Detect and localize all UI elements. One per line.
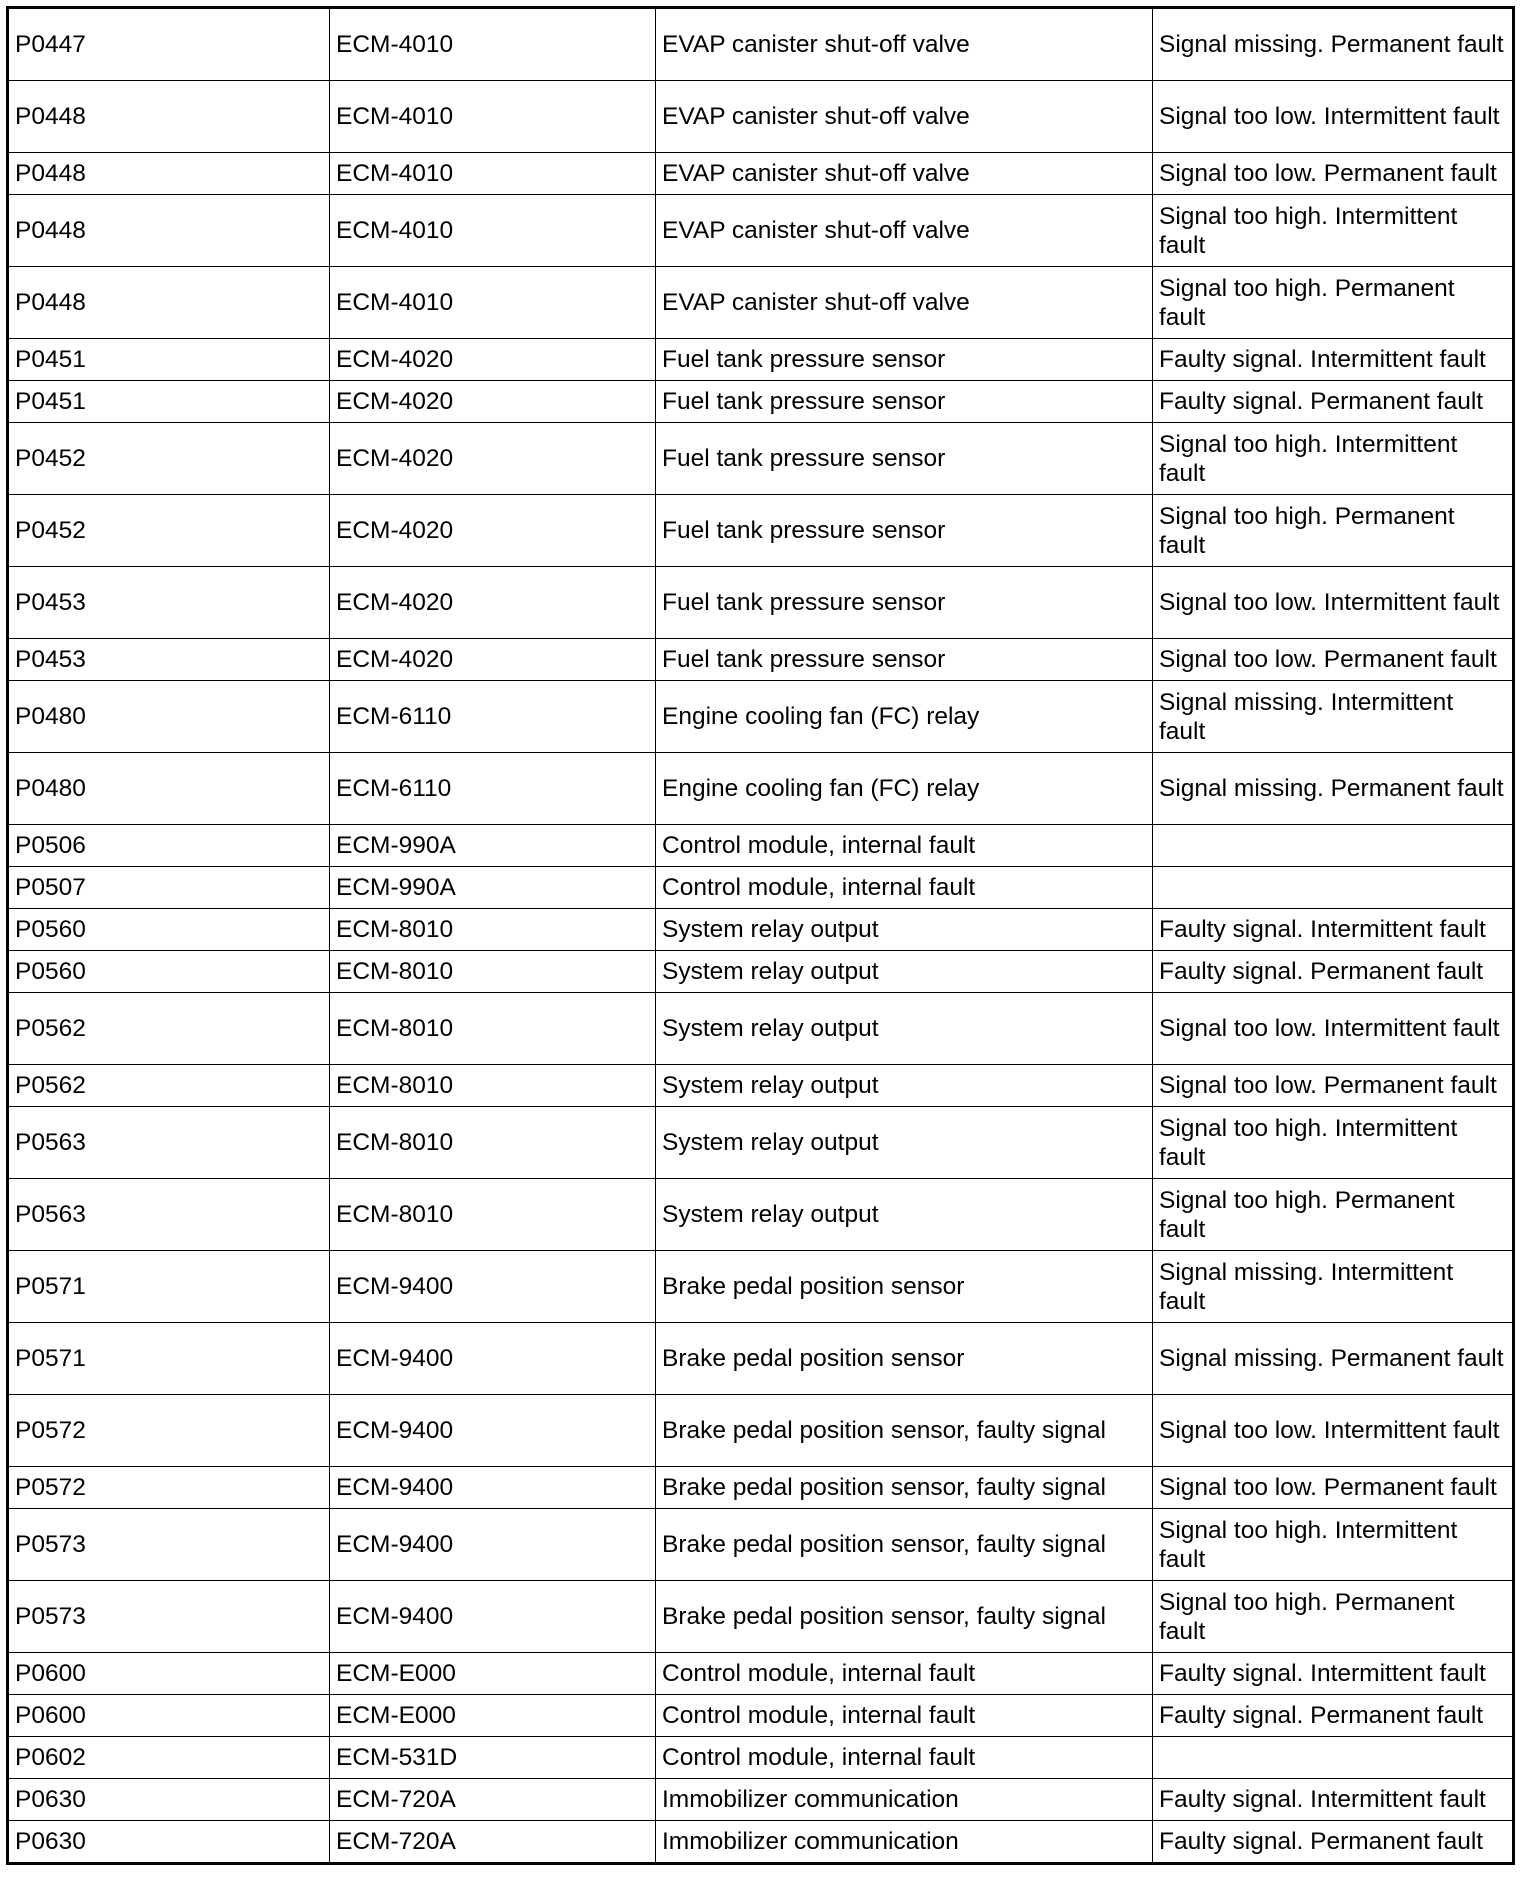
table-row xyxy=(8,1107,1514,1179)
module-id-cell: ECM-8010 xyxy=(330,1179,656,1251)
fault-description-cell: Signal too low. Permanent fault xyxy=(1153,1467,1514,1509)
table-row xyxy=(8,339,1514,381)
dtc-code-cell: P0600 xyxy=(8,1695,330,1737)
fault-description-cell: Signal too low. Intermittent fault xyxy=(1153,1395,1514,1467)
fault-description-cell: Signal too low. Permanent fault xyxy=(1153,1065,1514,1107)
fault-description-cell: Signal too low. Intermittent fault xyxy=(1153,993,1514,1065)
module-id-cell: ECM-4020 xyxy=(330,381,656,423)
module-id-cell: ECM-4010 xyxy=(330,153,656,195)
fault-description-cell xyxy=(1153,1737,1514,1779)
component-cell: System relay output xyxy=(656,909,1153,951)
table-row xyxy=(8,1179,1514,1251)
table-row xyxy=(8,1251,1514,1323)
table-row xyxy=(8,753,1514,825)
fault-description-cell xyxy=(1153,867,1514,909)
component-cell: EVAP canister shut-off valve xyxy=(656,81,1153,153)
component-cell: System relay output xyxy=(656,1107,1153,1179)
fault-description-cell: Faulty signal. Intermittent fault xyxy=(1153,1653,1514,1695)
dtc-code-cell: P0448 xyxy=(8,267,330,339)
module-id-cell: ECM-720A xyxy=(330,1821,656,1864)
component-cell: Control module, internal fault xyxy=(656,1653,1153,1695)
module-id-cell: ECM-6110 xyxy=(330,753,656,825)
table-row xyxy=(8,1695,1514,1737)
table-row xyxy=(8,153,1514,195)
fault-description-cell: Signal too low. Permanent fault xyxy=(1153,639,1514,681)
fault-description-cell: Signal too high. Permanent fault xyxy=(1153,495,1514,567)
component-cell: Control module, internal fault xyxy=(656,825,1153,867)
table-row xyxy=(8,681,1514,753)
fault-description-cell: Signal too low. Permanent fault xyxy=(1153,153,1514,195)
component-cell: Brake pedal position sensor, faulty signal xyxy=(656,1467,1153,1509)
module-id-cell: ECM-4010 xyxy=(330,267,656,339)
table-row xyxy=(8,495,1514,567)
dtc-code-cell: P0453 xyxy=(8,567,330,639)
fault-description-cell: Faulty signal. Intermittent fault xyxy=(1153,1779,1514,1821)
component-cell: System relay output xyxy=(656,1065,1153,1107)
dtc-code-cell: P0563 xyxy=(8,1179,330,1251)
component-cell: Control module, internal fault xyxy=(656,1695,1153,1737)
dtc-table xyxy=(6,6,1515,1865)
fault-description-cell: Signal too high. Permanent fault xyxy=(1153,1581,1514,1653)
component-cell: System relay output xyxy=(656,1179,1153,1251)
module-id-cell: ECM-8010 xyxy=(330,951,656,993)
module-id-cell: ECM-4020 xyxy=(330,495,656,567)
dtc-code-cell: P0573 xyxy=(8,1509,330,1581)
component-cell: Control module, internal fault xyxy=(656,1737,1153,1779)
component-cell: Immobilizer communication xyxy=(656,1821,1153,1864)
module-id-cell: ECM-4010 xyxy=(330,8,656,81)
module-id-cell: ECM-720A xyxy=(330,1779,656,1821)
dtc-code-cell: P0448 xyxy=(8,195,330,267)
table-row xyxy=(8,8,1514,81)
dtc-code-cell: P0571 xyxy=(8,1251,330,1323)
module-id-cell: ECM-8010 xyxy=(330,1065,656,1107)
module-id-cell: ECM-8010 xyxy=(330,1107,656,1179)
dtc-code-cell: P0448 xyxy=(8,81,330,153)
component-cell: Fuel tank pressure sensor xyxy=(656,381,1153,423)
table-row xyxy=(8,951,1514,993)
fault-description-cell: Signal missing. Permanent fault xyxy=(1153,8,1514,81)
module-id-cell: ECM-990A xyxy=(330,825,656,867)
dtc-code-cell: P0573 xyxy=(8,1581,330,1653)
module-id-cell: ECM-9400 xyxy=(330,1251,656,1323)
module-id-cell: ECM-9400 xyxy=(330,1395,656,1467)
table-row xyxy=(8,909,1514,951)
dtc-code-cell: P0560 xyxy=(8,909,330,951)
fault-description-cell: Signal missing. Intermittent fault xyxy=(1153,1251,1514,1323)
fault-description-cell: Signal too low. Intermittent fault xyxy=(1153,81,1514,153)
table-row xyxy=(8,1779,1514,1821)
module-id-cell: ECM-990A xyxy=(330,867,656,909)
module-id-cell: ECM-4020 xyxy=(330,423,656,495)
table-row xyxy=(8,1065,1514,1107)
table-row xyxy=(8,1821,1514,1864)
dtc-code-cell: P0447 xyxy=(8,8,330,81)
component-cell: Engine cooling fan (FC) relay xyxy=(656,753,1153,825)
fault-description-cell: Signal missing. Permanent fault xyxy=(1153,1323,1514,1395)
table-row xyxy=(8,267,1514,339)
dtc-code-cell: P0507 xyxy=(8,867,330,909)
module-id-cell: ECM-4010 xyxy=(330,81,656,153)
table-row xyxy=(8,1581,1514,1653)
dtc-code-cell: P0572 xyxy=(8,1395,330,1467)
component-cell: EVAP canister shut-off valve xyxy=(656,195,1153,267)
table-row xyxy=(8,1395,1514,1467)
module-id-cell: ECM-4020 xyxy=(330,339,656,381)
module-id-cell: ECM-E000 xyxy=(330,1695,656,1737)
table-row xyxy=(8,567,1514,639)
fault-description-cell: Faulty signal. Intermittent fault xyxy=(1153,339,1514,381)
fault-description-cell: Faulty signal. Permanent fault xyxy=(1153,381,1514,423)
module-id-cell: ECM-E000 xyxy=(330,1653,656,1695)
fault-description-cell: Signal too high. Intermittent fault xyxy=(1153,423,1514,495)
dtc-code-cell: P0480 xyxy=(8,753,330,825)
table-row xyxy=(8,1467,1514,1509)
table-row xyxy=(8,993,1514,1065)
table-row xyxy=(8,423,1514,495)
component-cell: System relay output xyxy=(656,993,1153,1065)
fault-description-cell: Signal too high. Intermittent fault xyxy=(1153,195,1514,267)
dtc-code-cell: P0506 xyxy=(8,825,330,867)
table-row xyxy=(8,1323,1514,1395)
dtc-code-cell: P0453 xyxy=(8,639,330,681)
dtc-code-cell: P0563 xyxy=(8,1107,330,1179)
dtc-code-cell: P0451 xyxy=(8,339,330,381)
component-cell: EVAP canister shut-off valve xyxy=(656,267,1153,339)
module-id-cell: ECM-9400 xyxy=(330,1467,656,1509)
component-cell: Fuel tank pressure sensor xyxy=(656,639,1153,681)
fault-description-cell: Faulty signal. Intermittent fault xyxy=(1153,909,1514,951)
dtc-code-cell: P0571 xyxy=(8,1323,330,1395)
dtc-code-cell: P0560 xyxy=(8,951,330,993)
component-cell: Fuel tank pressure sensor xyxy=(656,567,1153,639)
table-row xyxy=(8,1737,1514,1779)
fault-description-cell: Signal too high. Intermittent fault xyxy=(1153,1509,1514,1581)
module-id-cell: ECM-4020 xyxy=(330,567,656,639)
dtc-code-cell: P0562 xyxy=(8,993,330,1065)
fault-description-cell: Signal too high. Intermittent fault xyxy=(1153,1107,1514,1179)
table-row xyxy=(8,1509,1514,1581)
dtc-code-cell: P0600 xyxy=(8,1653,330,1695)
component-cell: Fuel tank pressure sensor xyxy=(656,423,1153,495)
component-cell: System relay output xyxy=(656,951,1153,993)
fault-description-cell: Faulty signal. Permanent fault xyxy=(1153,1695,1514,1737)
fault-description-cell: Signal missing. Intermittent fault xyxy=(1153,681,1514,753)
module-id-cell: ECM-4010 xyxy=(330,195,656,267)
module-id-cell: ECM-8010 xyxy=(330,909,656,951)
component-cell: EVAP canister shut-off valve xyxy=(656,8,1153,81)
component-cell: Brake pedal position sensor, faulty signal xyxy=(656,1395,1153,1467)
dtc-code-cell: P0630 xyxy=(8,1821,330,1864)
dtc-code-cell: P0480 xyxy=(8,681,330,753)
dtc-code-cell: P0562 xyxy=(8,1065,330,1107)
component-cell: Control module, internal fault xyxy=(656,867,1153,909)
module-id-cell: ECM-6110 xyxy=(330,681,656,753)
module-id-cell: ECM-4020 xyxy=(330,639,656,681)
dtc-code-cell: P0630 xyxy=(8,1779,330,1821)
fault-description-cell: Signal too high. Permanent fault xyxy=(1153,1179,1514,1251)
fault-description-cell xyxy=(1153,825,1514,867)
module-id-cell: ECM-9400 xyxy=(330,1509,656,1581)
fault-description-cell: Signal too low. Intermittent fault xyxy=(1153,567,1514,639)
table-row xyxy=(8,825,1514,867)
dtc-code-cell: P0572 xyxy=(8,1467,330,1509)
dtc-code-cell: P0602 xyxy=(8,1737,330,1779)
fault-description-cell: Faulty signal. Permanent fault xyxy=(1153,951,1514,993)
module-id-cell: ECM-9400 xyxy=(330,1323,656,1395)
table-row xyxy=(8,81,1514,153)
fault-description-cell: Faulty signal. Permanent fault xyxy=(1153,1821,1514,1864)
module-id-cell: ECM-8010 xyxy=(330,993,656,1065)
dtc-code-cell: P0451 xyxy=(8,381,330,423)
dtc-code-cell: P0452 xyxy=(8,495,330,567)
component-cell: Immobilizer communication xyxy=(656,1779,1153,1821)
dtc-code-cell: P0448 xyxy=(8,153,330,195)
table-row xyxy=(8,195,1514,267)
component-cell: EVAP canister shut-off valve xyxy=(656,153,1153,195)
table-row xyxy=(8,867,1514,909)
component-cell: Brake pedal position sensor, faulty signal xyxy=(656,1509,1153,1581)
fault-description-cell: Signal missing. Permanent fault xyxy=(1153,753,1514,825)
component-cell: Fuel tank pressure sensor xyxy=(656,495,1153,567)
table-row xyxy=(8,381,1514,423)
dtc-code-cell: P0452 xyxy=(8,423,330,495)
component-cell: Brake pedal position sensor xyxy=(656,1251,1153,1323)
table-row xyxy=(8,1653,1514,1695)
module-id-cell: ECM-531D xyxy=(330,1737,656,1779)
component-cell: Brake pedal position sensor, faulty signal xyxy=(656,1581,1153,1653)
table-row xyxy=(8,639,1514,681)
component-cell: Engine cooling fan (FC) relay xyxy=(656,681,1153,753)
module-id-cell: ECM-9400 xyxy=(330,1581,656,1653)
component-cell: Brake pedal position sensor xyxy=(656,1323,1153,1395)
dtc-table-body xyxy=(8,8,1514,1864)
fault-description-cell: Signal too high. Permanent fault xyxy=(1153,267,1514,339)
component-cell: Fuel tank pressure sensor xyxy=(656,339,1153,381)
